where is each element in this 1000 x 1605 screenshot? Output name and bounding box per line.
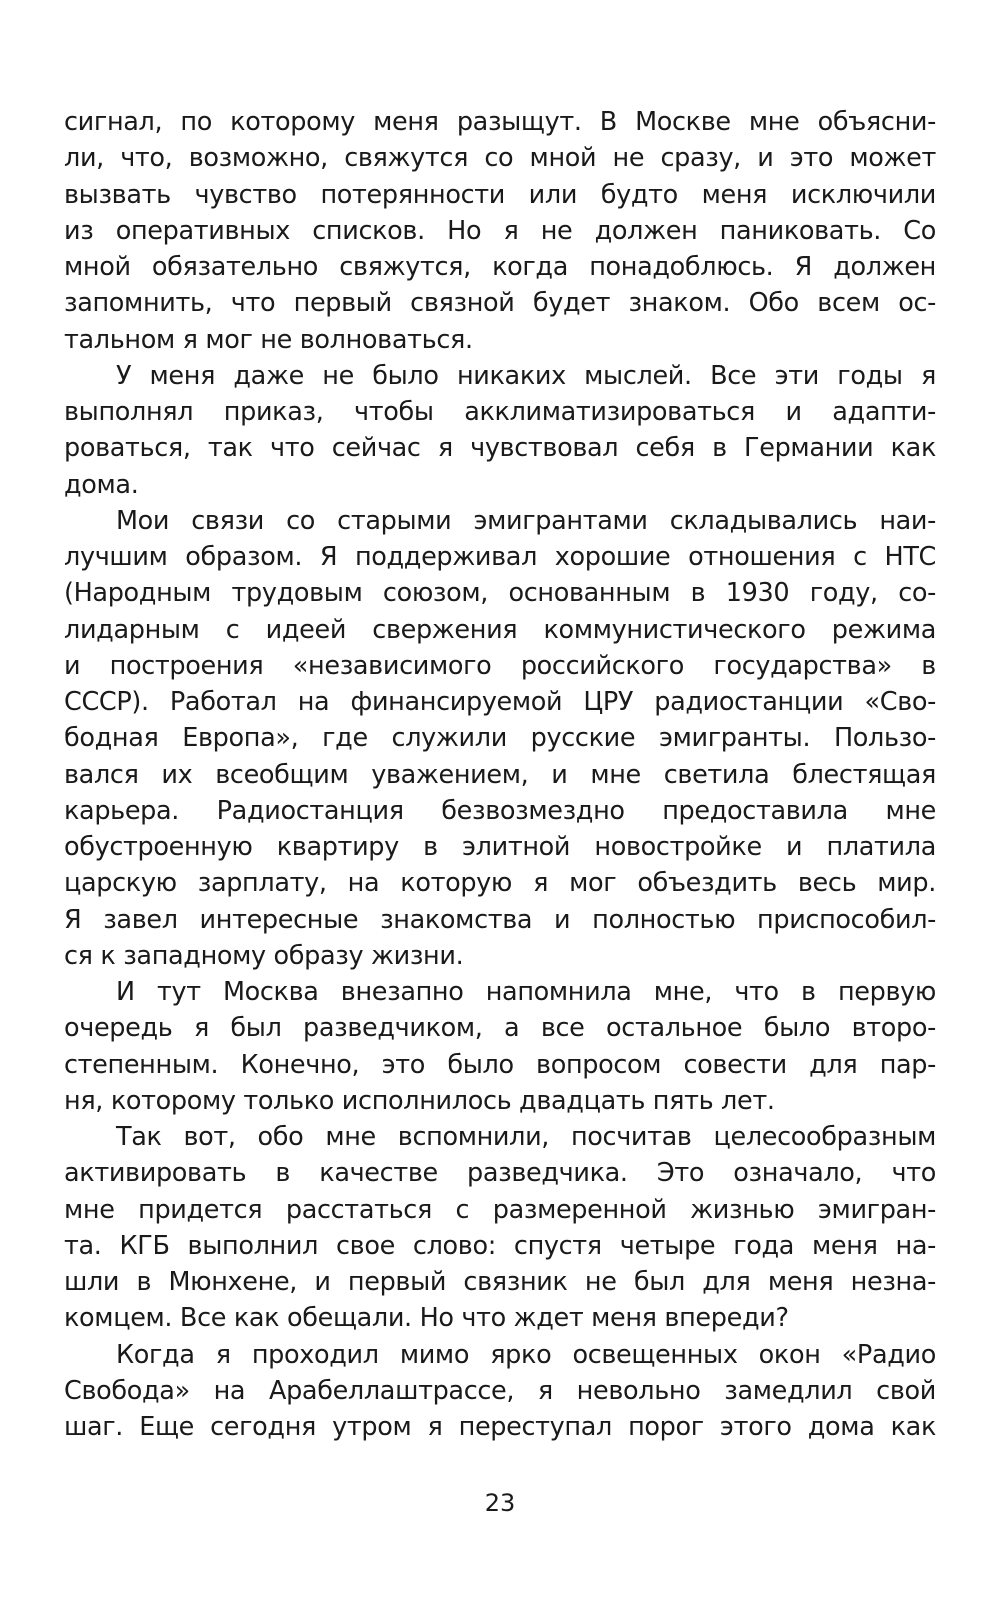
text-line: активировать в качестве разведчика. Это означало, что xyxy=(64,1158,936,1189)
text-line: дома. xyxy=(64,469,139,500)
text-line: ли, что, возможно, свяжутся со мной не сразу, и это может xyxy=(64,143,936,174)
page-number: 23 xyxy=(484,1489,516,1517)
text-line: мне придется расстаться с размеренной жизнью эмигран- xyxy=(64,1194,936,1225)
text-line: вызвать чувство потерянности или будто меня исключили xyxy=(64,179,936,210)
text-line: запомнить, что первый связной будет знаком. Обо всем ос- xyxy=(64,288,936,319)
text-line: лидарным с идеей свержения коммунистического режима xyxy=(64,614,936,645)
body-text xyxy=(64,104,936,1445)
text-line: Когда я проходил мимо ярко освещенных окон «Радио xyxy=(116,1339,936,1370)
text-line: ся к западному образу жизни. xyxy=(64,940,464,971)
paragraph xyxy=(64,358,936,503)
paragraph xyxy=(64,104,936,358)
text-line: очередь я был разведчиком, а все остальное было второ- xyxy=(64,1013,936,1044)
text-line: шли в Мюнхене, и первый связник не был для меня незна- xyxy=(64,1267,936,1297)
text-line: царскую зарплату, на которую я мог объездить весь мир. xyxy=(64,868,936,899)
text-line: (Народным трудовым союзом, основанным в 1930 году, со- xyxy=(64,578,936,609)
text-line: У меня даже не было никаких мыслей. Все эти годы я xyxy=(116,360,936,391)
text-line: бодная Европа», где служили русские эмигранты. Пользо- xyxy=(64,723,936,754)
text-line: Мои связи со старыми эмигрантами складывались наи- xyxy=(116,505,936,536)
text-line: комцем. Все как обещали. Но что ждет меня впереди? xyxy=(64,1303,789,1334)
paragraph xyxy=(64,1337,936,1446)
text-line: сигнал, по которому меня разыщут. В Москве мне объясни- xyxy=(64,107,936,137)
text-line: тальном я мог не волноваться. xyxy=(64,324,473,355)
text-line: та. КГБ выполнил свое слово: спустя четыре года меня на- xyxy=(64,1230,936,1261)
text-line: вался их всеобщим уважением, и мне светила блестящая xyxy=(64,759,936,790)
text-line: шаг. Еще сегодня утром я переступал порог этого дома как xyxy=(64,1412,936,1442)
text-line: карьера. Радиостанция безвозмездно предоставила мне xyxy=(64,795,936,826)
text-line: И тут Москва внезапно напомнила мне, что в первую xyxy=(116,977,936,1007)
text-line: лучшим образом. Я поддерживал хорошие отношения с НТС xyxy=(64,542,936,572)
text-line: выполнял приказ, чтобы акклиматизироваться и адапти- xyxy=(64,397,936,427)
paragraph xyxy=(64,1119,936,1337)
text-line: Я завел интересные знакомства и полностью приспособил- xyxy=(64,904,936,935)
text-line: СССР). Работал на финансируемой ЦРУ радиостанции «Сво- xyxy=(64,687,936,717)
text-line: из оперативных списков. Но я не должен паниковать. Со xyxy=(64,215,936,246)
text-line: степенным. Конечно, это было вопросом совести для пар- xyxy=(64,1049,936,1080)
text-line: Так вот, обо мне вспомнили, посчитав целесообразным xyxy=(116,1122,936,1152)
text-line: роваться, так что сейчас я чувствовал себя в Германии как xyxy=(64,433,936,464)
text-line: и построения «независимого российского государства» в xyxy=(64,650,936,681)
text-line: ня, которому только исполнилось двадцать пять лет. xyxy=(64,1085,775,1116)
text-line: Свобода» на Арабеллаштрассе, я невольно замедлил свой xyxy=(64,1375,936,1406)
paragraph xyxy=(64,503,936,974)
paragraph xyxy=(64,974,936,1119)
text-line: мной обязательно свяжутся, когда понадоблюсь. Я должен xyxy=(64,252,936,282)
text-line: обустроенную квартиру в элитной новостройке и платила xyxy=(64,832,936,862)
